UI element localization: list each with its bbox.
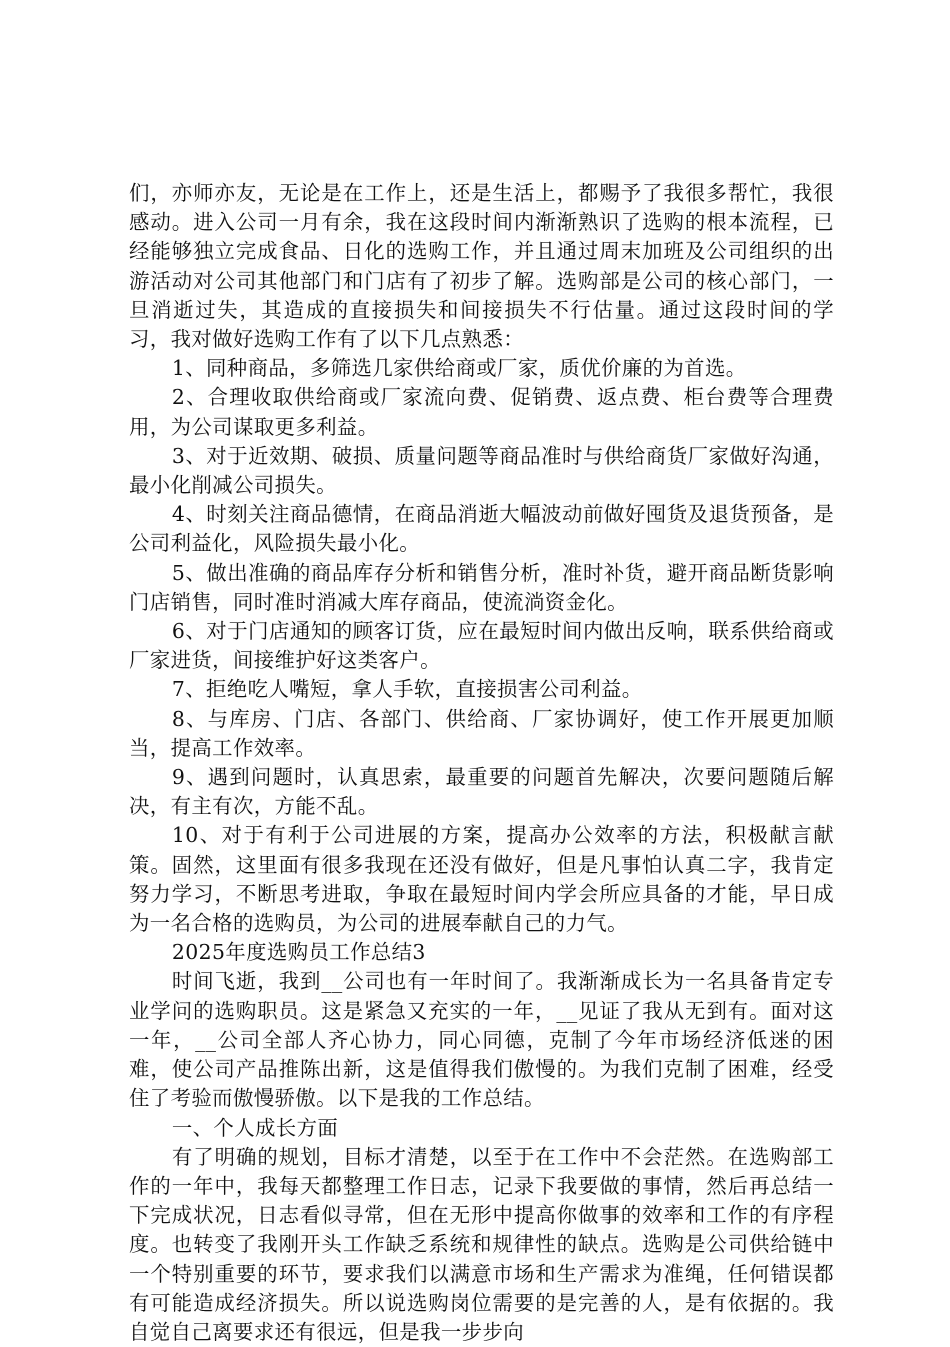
list-item-8: 8、与库房、门店、各部门、供给商、厂家协调好，使工作开展更加顺当，提高工作效率。 — [129, 706, 834, 760]
paragraph-summary-intro: 时间飞逝，我到__公司也有一年时间了。我渐渐成长为一名具备肯定专业学问的选购职员。这是紧急又充实的一年，__见证了我从无到有。面对这一年，__公司全部人齐心协力，同心同德，克制了今年市场经济低迷的困难，使公司产品推陈出新，这是值得我们傲慢的。为我们克制了困难，经受住了考验而傲慢骄傲。以下是我的工作总结。 — [129, 969, 834, 1111]
subsection-title: 一、个人成长方面 — [171, 1115, 339, 1140]
list-item-5: 5、做出准确的商品库存分析和销售分析，准时补货，避开商品断货影响门店销售，同时准时消减大库存商品，使流淌资金化。 — [129, 560, 834, 614]
paragraph-intro: 们，亦师亦友，无论是在工作上，还是生活上，都赐予了我很多帮忙，我很感动。进入公司一月有余，我在这段时间内渐渐熟识了选购的根本流程，已经能够独立完成食品、日化的选购工作，并且通过周末加班及公司组织的出游活动对公司其他部门和门店有了初步了解。选购部是公司的核心部门，一旦消逝过失，其造成的直接损失和间接损失不行估量。通过这段时间的学习，我对做好选购工作有了以下几点熟悉： — [129, 181, 834, 352]
list-item-2: 2、合理收取供给商或厂家流向费、促销费、返点费、柜台费等合理费用，为公司谋取更多利益。 — [129, 385, 834, 439]
list-item-6: 6、对于门店通知的顾客订货，应在最短时间内做出反响，联系供给商或厂家进货，间接维护好这类客户。 — [129, 619, 834, 673]
section-title: 2025年度选购员工作总结3 — [171, 940, 426, 965]
list-item-4: 4、时刻关注商品德情，在商品消逝大幅波动前做好囤货及退货预备，是公司利益化，风险损失最小化。 — [129, 502, 834, 556]
document-body — [129, 179, 834, 1347]
list-item-1: 1、同种商品，多筛选几家供给商或厂家，质优价廉的为首选。 — [171, 356, 747, 381]
list-item-7: 7、拒绝吃人嘴短，拿人手软，直接损害公司利益。 — [171, 677, 643, 702]
list-item-3: 3、对于近效期、破损、质量问题等商品准时与供给商货厂家做好沟通，最小化削减公司损失。 — [129, 443, 834, 498]
list-item-9: 9、遇到问题时，认真思索，最重要的问题首先解决，次要问题随后解决，有主有次，方能不乱。 — [129, 765, 834, 819]
paragraph-personal-growth: 有了明确的规划，目标才清楚，以至于在工作中不会茫然。在选购部工作的一年中，我每天都整理工作日志，记录下我要做的事情，然后再总结一下完成状况，日志看似寻常，但在无形中提高你做事的效率和工作的有序程度。也转变了我刚开头工作缺乏系统和规律性的缺点。选购是公司供给链中一个特别重要的环节，要求我们以满意市场和生产需求为准绳，任何错误都有可能造成经济损失。所以说选购岗位需要的是完善的人，是有依据的。我自觉自己离要求还有很远，但是我一步步向 — [129, 1144, 834, 1344]
list-item-10: 10、对于有利于公司进展的方案，提高办公效率的方法，积极献言献策。固然，这里面有很多我现在还没有做好，但是凡事怕认真二字，我肯定努力学习，不断思考进取，争取在最短时间内学会所应具备的才能，早日成为一名合格的选购员，为公司的进展奉献自己的力气。 — [129, 823, 834, 936]
